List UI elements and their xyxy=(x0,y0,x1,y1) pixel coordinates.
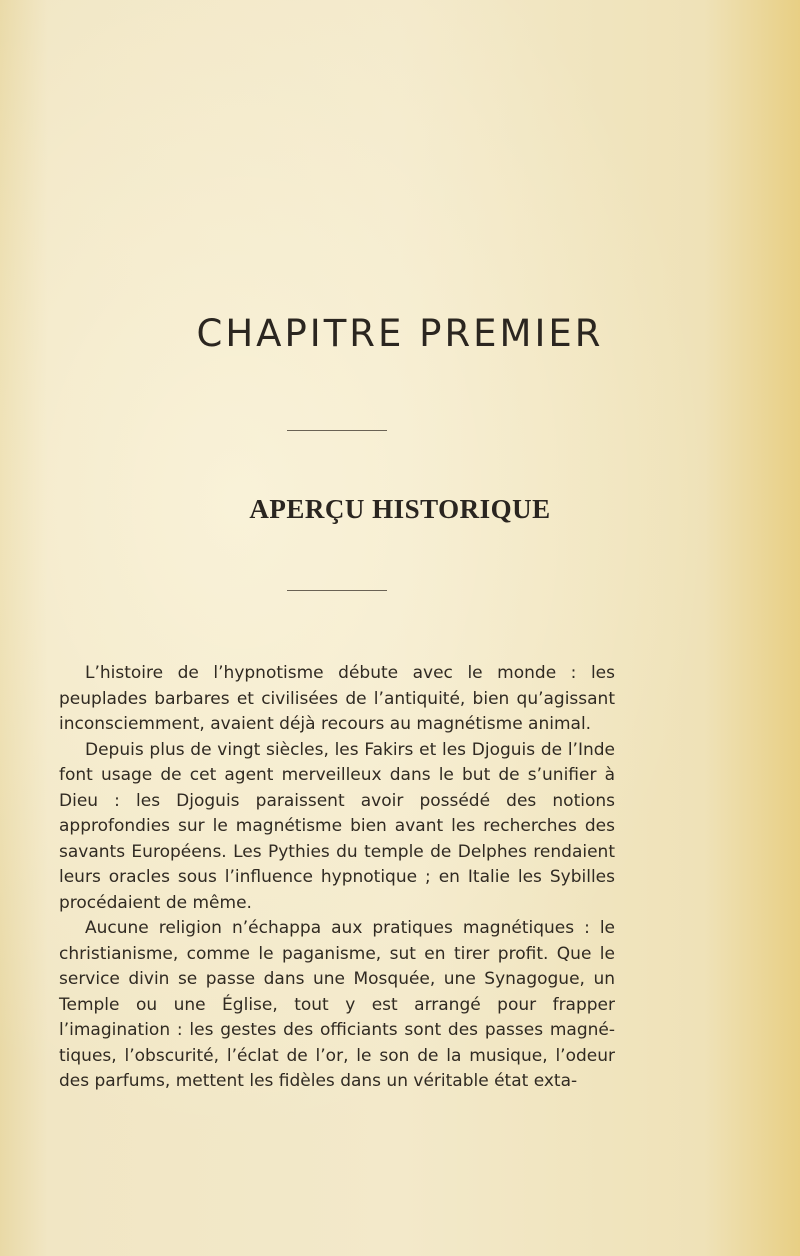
paragraph-2: Depuis plus de vingt siècles, les Fakirs et les Djoguis de l’Inde font usage de cet agent merveilleux dans le but de s’unifier à Dieu : les Djoguis paraissent avoir possédé des notions approfondies sur le magnétisme bien avant les recherches des savants Européens. Les Pythies du temple de Delphes rendaient leurs oracles sous l’influence hypnotique ; en Italie les Sybilles procédaient de même. xyxy=(59,739,615,913)
paragraph-3: Aucune religion n’échappa aux pratiques magnétiques : le christianisme, comme le paganisme, sut en tirer profit. Que le service divin se passe dans une Mosquée, une Synagogue, un Temple ou une Église, tout y est arrangé pour frapper l’imagination : les gestes des officiants sont des passes magné-tiques, l’obscurité, l’éclat de l’or, le son de la musique, l’odeur des parfums, mettent les fidèles dans un véritable état exta- xyxy=(59,918,615,1091)
section-title: APERÇU HISTORIQUE xyxy=(249,494,551,524)
body-text xyxy=(59,661,615,1095)
divider-rule-top xyxy=(287,430,387,431)
chapter-title: CHAPITRE PREMIER xyxy=(196,312,604,355)
divider-rule-bottom xyxy=(287,590,387,591)
paragraph-1: L’histoire de l’hypnotisme débute avec le monde : les peuplades barbares et civilisées de l’antiquité, bien qu’agissant inconsciemment, avaient déjà recours au magnétisme animal. xyxy=(59,663,615,734)
